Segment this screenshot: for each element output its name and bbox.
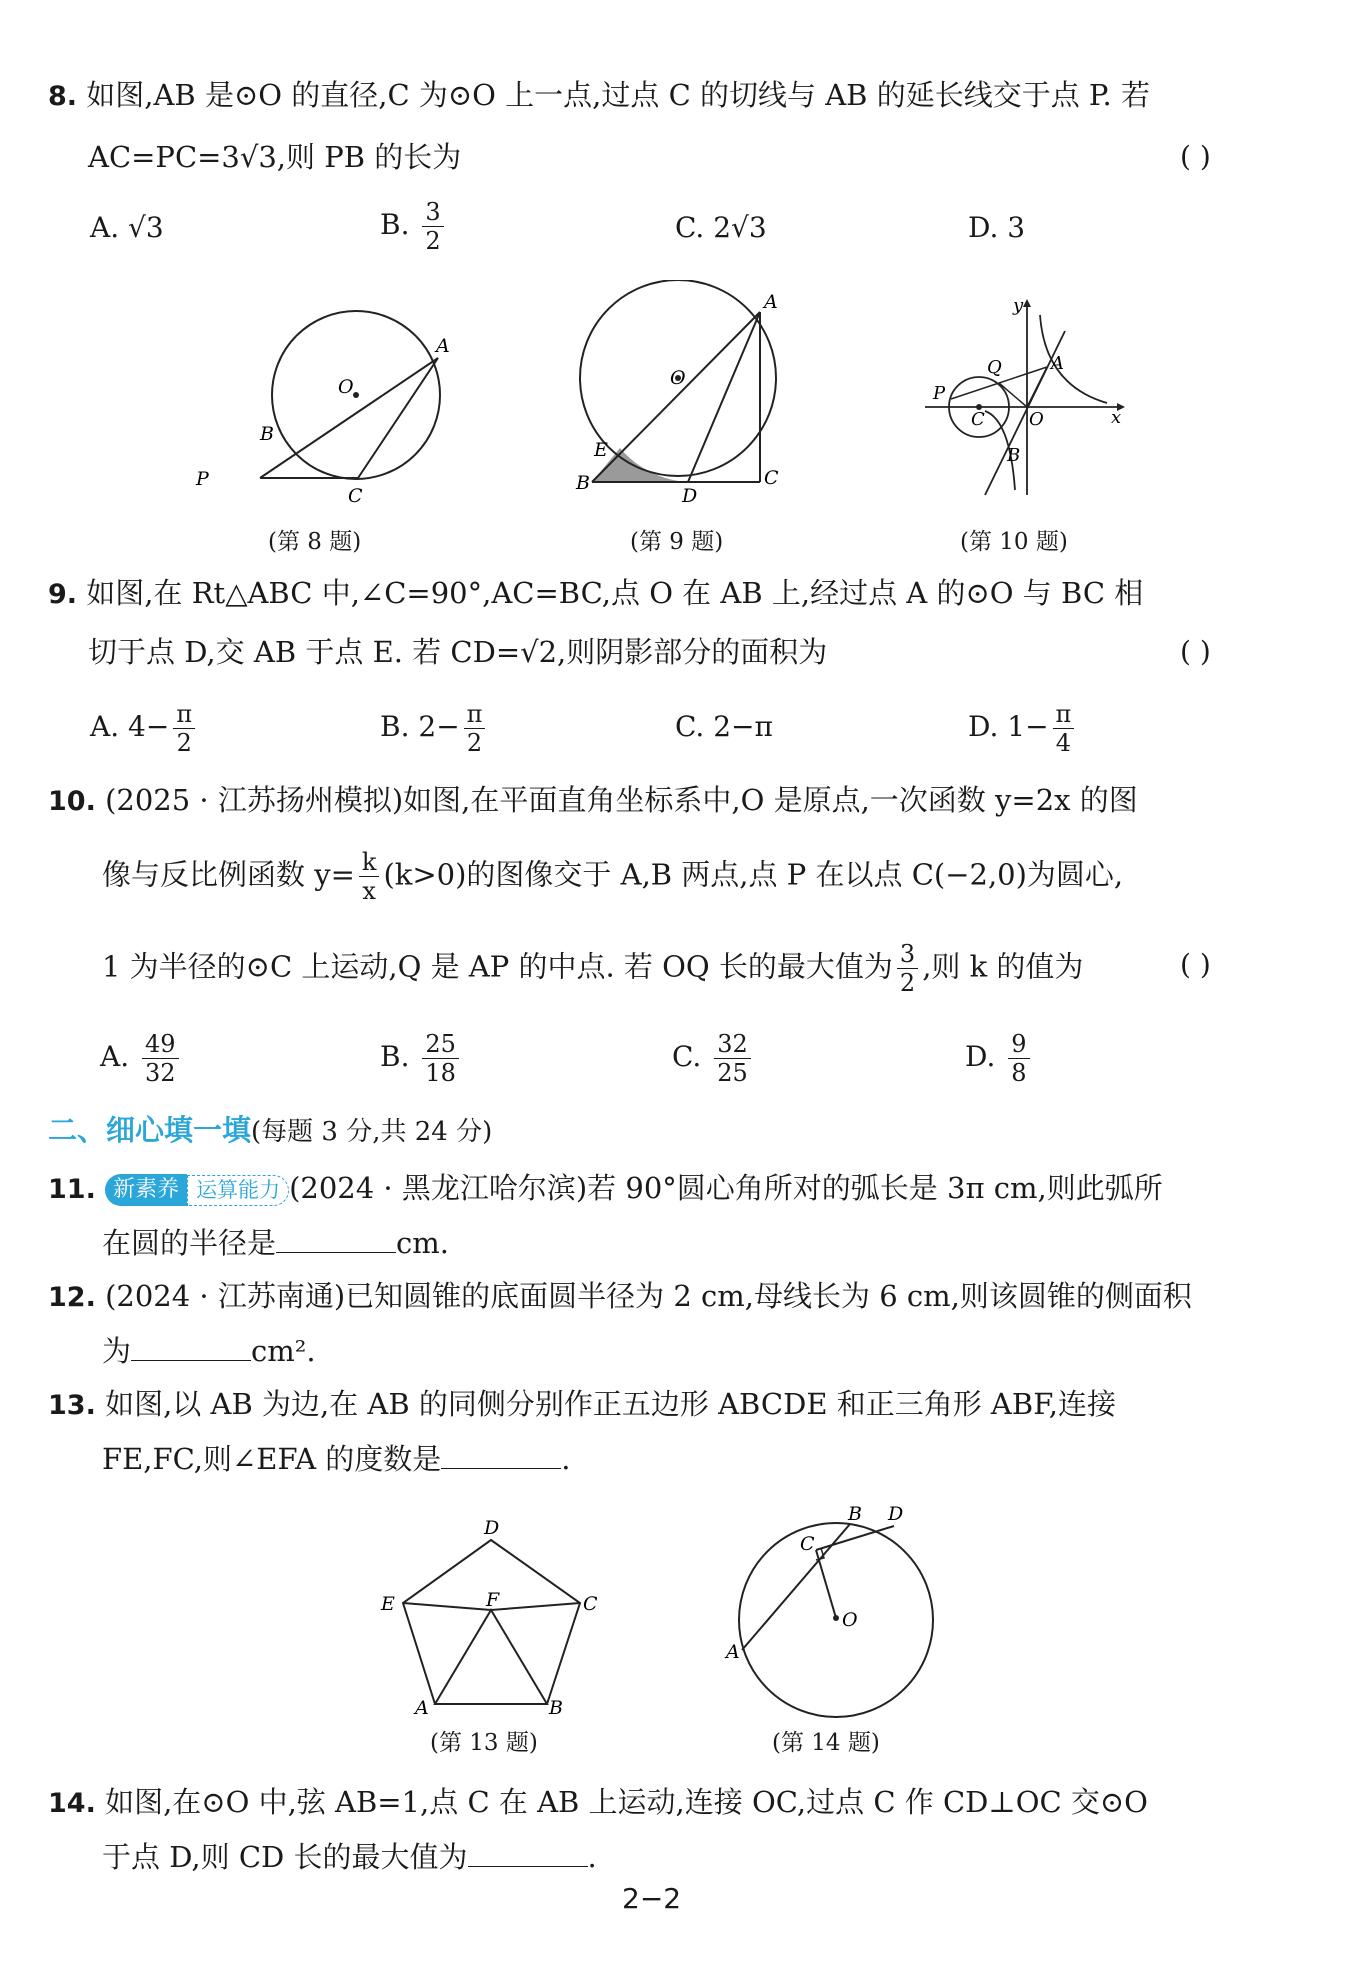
- q10-x-den: x: [362, 877, 376, 905]
- fig10-label-a: A: [1051, 353, 1064, 374]
- q8-option-c-label: C.: [675, 211, 705, 244]
- q8-line1: [48, 75, 1150, 117]
- q9-option-a-den: 2: [176, 729, 192, 757]
- fig14-caption: (第 14 题): [772, 1730, 880, 1756]
- figure-9: [570, 280, 810, 510]
- fig13-label-c: C: [583, 1593, 598, 1615]
- page-number: 2−2: [622, 1882, 682, 1915]
- q10-option-d-den: 8: [1011, 1059, 1027, 1087]
- q12-answer-blank[interactable]: [131, 1330, 251, 1361]
- fig13-label-e: E: [381, 1593, 395, 1615]
- q8-option-b-frac: [422, 198, 443, 255]
- q8-line2: AC=PC=3√3,则 PB 的长为: [88, 140, 462, 174]
- q9-option-c-label: C.: [675, 710, 705, 743]
- fig9-label-e: E: [594, 439, 608, 461]
- q13-text-2a: FE,FC,则∠EFA 的度数是: [102, 1442, 442, 1476]
- q9-option-a: [90, 700, 199, 757]
- q8-option-a-label: A.: [90, 211, 120, 244]
- q10-text-1: (2025 · 江苏扬州模拟)如图,在平面直角坐标系中,O 是原点,一次函数 y=2x 的图: [105, 783, 1138, 817]
- fig13-label-d: D: [484, 1517, 500, 1539]
- q10-option-c: [672, 1030, 755, 1087]
- q8-answer-paren: ( ): [1180, 140, 1211, 173]
- q9-option-b-num: π: [464, 700, 486, 729]
- q14-text-2b: .: [587, 1840, 597, 1874]
- q8-number: 8.: [48, 81, 78, 112]
- q9-option-b-label: B.: [380, 710, 410, 743]
- q10-number: 10.: [48, 786, 96, 817]
- q8-text-1: 如图,AB 是⊙O 的直径,C 为⊙O 上一点,过点 C 的切线与 AB 的延长线交于点 P. 若: [86, 78, 1150, 112]
- fig14-label-b: B: [848, 1503, 862, 1525]
- fig13-caption: (第 13 题): [430, 1730, 538, 1756]
- q8-option-a: [90, 208, 164, 248]
- q9-option-a-label: A.: [90, 710, 120, 743]
- q9-option-b-frac: [464, 700, 486, 757]
- q9-number: 9.: [48, 579, 78, 610]
- fig8-label-c: C: [348, 485, 363, 507]
- q10-k-over-x: [359, 848, 380, 905]
- q10-option-c-frac: [714, 1030, 751, 1087]
- q10-option-b-label: B.: [380, 1040, 410, 1073]
- q8-option-d-label: D.: [968, 211, 999, 244]
- fig8-label-a: A: [436, 335, 450, 357]
- q10-option-a-label: A.: [100, 1040, 130, 1073]
- q10-option-b: [380, 1030, 463, 1087]
- q10-text-3a: 1 为半径的⊙C 上运动,Q 是 AP 的中点. 若 OQ 长的最大值为: [102, 949, 893, 984]
- q10-three-halves: [897, 940, 918, 997]
- q10-option-a-frac: [142, 1030, 179, 1087]
- fig10-caption: (第 10 题): [960, 529, 1068, 555]
- q12-text-2b: cm².: [251, 1334, 316, 1368]
- q11-text-2b: cm.: [396, 1226, 449, 1260]
- q9-option-b: [380, 700, 489, 757]
- fig8-label-p: P: [196, 468, 209, 490]
- q11-new-literacy-badge: 新素养: [105, 1174, 187, 1206]
- fig9-label-o: O: [670, 367, 686, 389]
- fig9-label-d: D: [682, 485, 698, 507]
- fig9-label-a: A: [764, 291, 778, 313]
- q10-option-b-den: 18: [425, 1059, 456, 1087]
- q10-option-b-num: 25: [422, 1030, 459, 1059]
- q10-k-num: k: [359, 848, 380, 877]
- q10-option-d-frac: [1008, 1030, 1029, 1087]
- q8-option-d: [968, 208, 1025, 248]
- q10-option-d-label: D.: [965, 1040, 996, 1073]
- figure-8: [180, 280, 470, 510]
- q9-option-d-prefix: 1−: [1007, 710, 1049, 743]
- fig9-label-b: B: [576, 472, 590, 494]
- fig14-label-d: D: [888, 1503, 904, 1525]
- fig8-label-o: O: [338, 376, 354, 398]
- q11-text-1: (2024 · 黑龙江哈尔滨)若 90°圆心角所对的弧长是 3π cm,则此弧所: [289, 1171, 1163, 1205]
- q9-option-a-num: π: [173, 700, 195, 729]
- fig14-label-a: A: [726, 1641, 740, 1663]
- q8-option-d-value: 3: [1007, 211, 1026, 244]
- q10-option-a-num: 49: [142, 1030, 179, 1059]
- q9-option-b-den: 2: [466, 729, 483, 757]
- q11-line1: [48, 1168, 1163, 1210]
- q8-option-b-num: 3: [422, 198, 443, 227]
- fig13-label-b: B: [549, 1697, 563, 1719]
- q12-text-2a: 为: [102, 1334, 132, 1368]
- q14-number: 14.: [48, 1788, 96, 1819]
- q12-line2: [102, 1330, 316, 1371]
- q9-line1: [48, 573, 1143, 615]
- fig10-label-y: y: [1013, 295, 1024, 316]
- q8-option-b: [380, 198, 448, 255]
- q8-option-b-label: B.: [380, 208, 410, 241]
- q11-answer-blank[interactable]: [276, 1222, 396, 1253]
- fig8-label-b: B: [260, 423, 274, 445]
- q9-option-d-den: 4: [1055, 729, 1072, 757]
- q10-option-b-frac: [422, 1030, 459, 1087]
- q10-option-d: [965, 1030, 1034, 1087]
- q10-line3: [102, 940, 1083, 997]
- q14-text-1: 如图,在⊙O 中,弦 AB=1,点 C 在 AB 上运动,连接 OC,过点 C 作 CD⊥OC 交⊙O: [105, 1785, 1148, 1819]
- q10-option-d-num: 9: [1008, 1030, 1029, 1059]
- q13-number: 13.: [48, 1390, 96, 1421]
- section-2-subtitle: (每题 3 分,共 24 分): [251, 1117, 493, 1147]
- fig13-label-a: A: [415, 1697, 429, 1719]
- section-2-title: 二、细心填一填: [48, 1113, 252, 1147]
- q10-answer-paren: ( ): [1180, 948, 1211, 981]
- q10-text-2b: (k>0)的图像交于 A,B 两点,点 P 在以点 C(−2,0)为圆心,: [383, 857, 1124, 892]
- q11-number: 11.: [48, 1174, 96, 1205]
- q13-text-1: 如图,以 AB 为边,在 AB 的同侧分别作正五边形 ABCDE 和正三角形 ABF,连接: [105, 1387, 1117, 1421]
- q9-line2: 切于点 D,交 AB 于点 E. 若 CD=√2,则阴影部分的面积为: [88, 635, 828, 669]
- q9-option-a-prefix: 4−: [128, 710, 170, 743]
- q10-2-den: 2: [899, 969, 916, 997]
- q9-option-d-frac: [1053, 700, 1075, 757]
- q11-line2: [102, 1222, 449, 1263]
- q10-text-3b: ,则 k 的值为: [922, 949, 1084, 984]
- figure-13: [375, 1510, 615, 1720]
- fig10-label-p: P: [933, 383, 946, 404]
- q8-option-c: [675, 208, 767, 248]
- q11-text-2a: 在圆的半径是: [102, 1226, 277, 1260]
- q9-option-c: [675, 707, 773, 747]
- q10-option-c-num: 32: [714, 1030, 751, 1059]
- q13-text-2b: .: [561, 1442, 571, 1476]
- fig10-label-x: x: [1111, 407, 1122, 428]
- q13-answer-blank[interactable]: [441, 1438, 561, 1469]
- q10-option-c-den: 25: [717, 1059, 748, 1087]
- q14-line2: [102, 1836, 597, 1877]
- q13-line1: [48, 1384, 1116, 1426]
- q10-option-a-den: 32: [145, 1059, 176, 1087]
- q9-option-a-frac: [173, 700, 195, 757]
- q9-option-d-num: π: [1053, 700, 1075, 729]
- q9-text-1: 如图,在 Rt△ABC 中,∠C=90°,AC=BC,点 O 在 AB 上,经过点 A 的⊙O 与 BC 相: [86, 576, 1144, 610]
- fig9-caption: (第 9 题): [630, 529, 724, 555]
- fig9-label-c: C: [764, 467, 779, 489]
- q10-line2: [102, 848, 1123, 905]
- q14-text-2a: 于点 D,则 CD 长的最大值为: [102, 1840, 468, 1874]
- q12-text-1: (2024 · 江苏南通)已知圆锥的底面圆半径为 2 cm,母线长为 6 cm,则该圆锥的侧面积: [105, 1279, 1192, 1313]
- q8-option-b-den: 2: [425, 227, 441, 255]
- q10-3-num: 3: [897, 940, 918, 969]
- q9-answer-paren: ( ): [1180, 635, 1211, 668]
- q12-number: 12.: [48, 1282, 96, 1313]
- q8-option-c-value: 2√3: [713, 211, 767, 244]
- q9-option-d: [968, 700, 1078, 757]
- q12-line1: [48, 1276, 1192, 1318]
- q8-option-a-value: √3: [128, 211, 164, 244]
- fig10-label-q: Q: [987, 357, 1002, 378]
- q10-line1: [48, 780, 1138, 822]
- fig13-label-f: F: [486, 1589, 500, 1611]
- fig10-label-o: O: [1029, 409, 1044, 430]
- q10-option-a: [100, 1030, 183, 1087]
- figure-10: [915, 295, 1135, 505]
- q9-option-d-label: D.: [968, 710, 999, 743]
- q13-line2: [102, 1438, 570, 1479]
- fig14-label-o: O: [842, 1609, 858, 1631]
- fig10-label-b: B: [1007, 445, 1021, 466]
- q9-option-c-value: 2−π: [713, 710, 773, 743]
- q9-option-b-prefix: 2−: [418, 710, 460, 743]
- q11-skill-badge: 运算能力: [187, 1175, 289, 1206]
- fig14-label-c: C: [800, 1533, 815, 1555]
- q10-option-c-label: C.: [672, 1040, 702, 1073]
- q10-text-2a: 像与反比例函数 y=: [102, 857, 355, 892]
- section-2-heading: [48, 1110, 492, 1152]
- fig8-caption: (第 8 题): [268, 529, 362, 555]
- figure-14: [720, 1490, 950, 1730]
- fig10-label-c: C: [971, 409, 985, 430]
- q14-line1: [48, 1782, 1148, 1824]
- q14-answer-blank[interactable]: [468, 1836, 588, 1867]
